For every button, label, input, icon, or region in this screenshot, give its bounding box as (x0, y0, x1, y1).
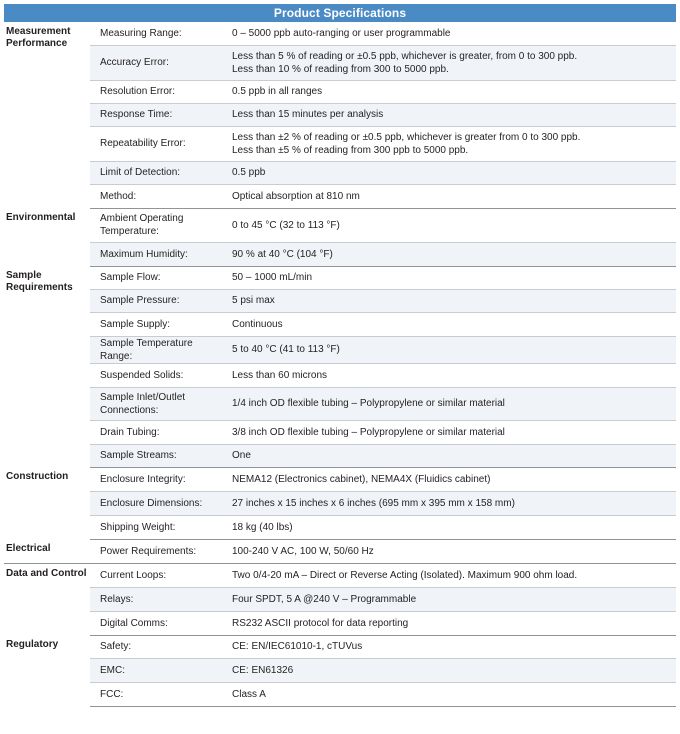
spec-value-line: Less than ±5 % of reading from 300 ppb to 5000 ppb. (232, 144, 469, 156)
spec-row (4, 336, 676, 363)
spec-row (4, 184, 676, 208)
spec-value-line: 5 to 40 °C (41 to 113 °F) (232, 344, 340, 355)
spec-row (4, 467, 676, 491)
spec-value (222, 80, 676, 103)
spec-value (222, 387, 676, 420)
spec-label: Sample Inlet/Outlet Connections: (90, 387, 222, 420)
spec-value (222, 336, 676, 363)
spec-label: Resolution Error: (90, 80, 222, 103)
spec-value-line: Less than 15 minutes per analysis (232, 109, 384, 120)
spec-label: Power Requirements: (90, 539, 222, 563)
spec-value-line: 27 inches x 15 inches x 6 inches (695 mm x 395 mm x 158 mm) (232, 497, 515, 509)
spec-category: Sample Requirements (4, 266, 90, 467)
spec-label: Safety: (90, 635, 222, 658)
spec-category: Construction (4, 467, 90, 539)
spec-label: Ambient Operating Temperature: (90, 208, 222, 242)
spec-value (222, 682, 676, 706)
spec-value-line: 5 psi max (232, 295, 275, 306)
spec-value (222, 444, 676, 467)
spec-value (222, 45, 676, 80)
spec-row (4, 126, 676, 161)
product-specifications (4, 4, 676, 707)
spec-row (4, 266, 676, 289)
spec-value-line: 50 – 1000 mL/min (232, 272, 313, 283)
spec-row (4, 312, 676, 336)
spec-row (4, 587, 676, 611)
spec-value-line: Less than 60 microns (232, 369, 328, 381)
spec-row (4, 682, 676, 706)
spec-label: Enclosure Integrity: (90, 467, 222, 491)
spec-value (222, 467, 676, 491)
spec-value-line: 0 – 5000 ppb auto-ranging or user programmable (232, 27, 451, 39)
spec-value-line: 90 % at 40 °C (104 °F) (232, 248, 333, 260)
spec-value-line: Optical absorption at 810 nm (232, 190, 360, 202)
spec-title: Product Specifications (4, 4, 676, 22)
spec-value-line: Less than 10 % of reading from 300 to 5000 ppb. (232, 63, 449, 75)
spec-value (222, 587, 676, 611)
spec-row (4, 611, 676, 635)
spec-value (222, 184, 676, 208)
spec-value (222, 539, 676, 563)
spec-value (222, 420, 676, 444)
spec-value (222, 658, 676, 682)
spec-label: Suspended Solids: (90, 363, 222, 387)
spec-label: FCC: (90, 682, 222, 706)
spec-value (222, 491, 676, 515)
spec-value (222, 126, 676, 161)
spec-value-line: CE: EN61326 (232, 664, 294, 676)
spec-row (4, 387, 676, 420)
spec-table (4, 22, 676, 707)
spec-label: Relays: (90, 587, 222, 611)
spec-row (4, 103, 676, 126)
spec-row (4, 161, 676, 184)
spec-value-line: Continuous (232, 318, 283, 330)
spec-row (4, 515, 676, 539)
spec-value-line: Four SPDT, 5 A @240 V – Programmable (232, 593, 417, 605)
spec-row (4, 563, 676, 587)
spec-value-line: 0.5 ppb (232, 167, 266, 178)
spec-row (4, 363, 676, 387)
spec-label: Shipping Weight: (90, 515, 222, 539)
spec-label: Method: (90, 184, 222, 208)
spec-label: Digital Comms: (90, 611, 222, 635)
spec-value (222, 208, 676, 242)
spec-row (4, 491, 676, 515)
spec-value-line: 100-240 V AC, 100 W, 50/60 Hz (232, 545, 374, 557)
spec-value-line: CE: EN/IEC61010-1, cTUVus (232, 641, 363, 652)
spec-label: Measuring Range: (90, 22, 222, 45)
spec-label: Drain Tubing: (90, 420, 222, 444)
spec-value (222, 266, 676, 289)
spec-row (4, 45, 676, 80)
spec-category: Environmental (4, 208, 90, 266)
spec-value-line: One (232, 450, 251, 461)
spec-label: Accuracy Error: (90, 45, 222, 80)
spec-label: Sample Streams: (90, 444, 222, 467)
spec-category: Measurement Performance (4, 22, 90, 208)
spec-value-line: Less than 5 % of reading or ±0.5 ppb, whichever is greater, from 0 to 300 ppb. (232, 50, 578, 62)
spec-row (4, 289, 676, 312)
spec-label: EMC: (90, 658, 222, 682)
spec-label: Maximum Humidity: (90, 242, 222, 266)
spec-value-line: 18 kg (40 lbs) (232, 521, 293, 533)
spec-value (222, 289, 676, 312)
spec-label: Limit of Detection: (90, 161, 222, 184)
spec-row (4, 444, 676, 467)
spec-value-line: Two 0/4-20 mA – Direct or Reverse Acting (Isolated). Maximum 900 ohm load. (232, 569, 578, 581)
spec-row (4, 22, 676, 45)
spec-row (4, 208, 676, 242)
spec-value (222, 515, 676, 539)
spec-value (222, 363, 676, 387)
spec-row (4, 635, 676, 658)
spec-value-line: 0 to 45 °C (32 to 113 °F) (232, 219, 340, 231)
spec-value (222, 161, 676, 184)
spec-row (4, 80, 676, 103)
spec-value (222, 563, 676, 587)
spec-label: Sample Flow: (90, 266, 222, 289)
spec-label: Response Time: (90, 103, 222, 126)
spec-row (4, 242, 676, 266)
spec-value (222, 312, 676, 336)
spec-label: Repeatability Error: (90, 126, 222, 161)
spec-value-line: NEMA12 (Electronics cabinet), NEMA4X (Fluidics cabinet) (232, 473, 491, 485)
spec-value-line: 1/4 inch OD flexible tubing – Polypropylene or similar material (232, 398, 505, 409)
spec-category: Electrical (4, 539, 90, 563)
spec-category: Regulatory (4, 635, 90, 706)
spec-label: Sample Temperature Range: (90, 336, 222, 363)
spec-value-line: Class A (232, 688, 266, 700)
spec-value-line: Less than ±2 % of reading or ±0.5 ppb, whichever is greater from 0 to 300 ppb. (232, 131, 581, 143)
spec-row (4, 539, 676, 563)
spec-value (222, 611, 676, 635)
spec-label: Enclosure Dimensions: (90, 491, 222, 515)
spec-value-line: 0.5 ppb in all ranges (232, 86, 323, 97)
spec-label: Sample Pressure: (90, 289, 222, 312)
spec-value-line: RS232 ASCII protocol for data reporting (232, 617, 409, 629)
spec-row (4, 658, 676, 682)
spec-value (222, 103, 676, 126)
spec-value (222, 635, 676, 658)
spec-label: Sample Supply: (90, 312, 222, 336)
spec-category: Data and Control (4, 563, 90, 635)
spec-value-line: 3/8 inch OD flexible tubing – Polypropylene or similar material (232, 426, 505, 438)
spec-row (4, 420, 676, 444)
spec-value (222, 22, 676, 45)
spec-label: Current Loops: (90, 563, 222, 587)
spec-value (222, 242, 676, 266)
